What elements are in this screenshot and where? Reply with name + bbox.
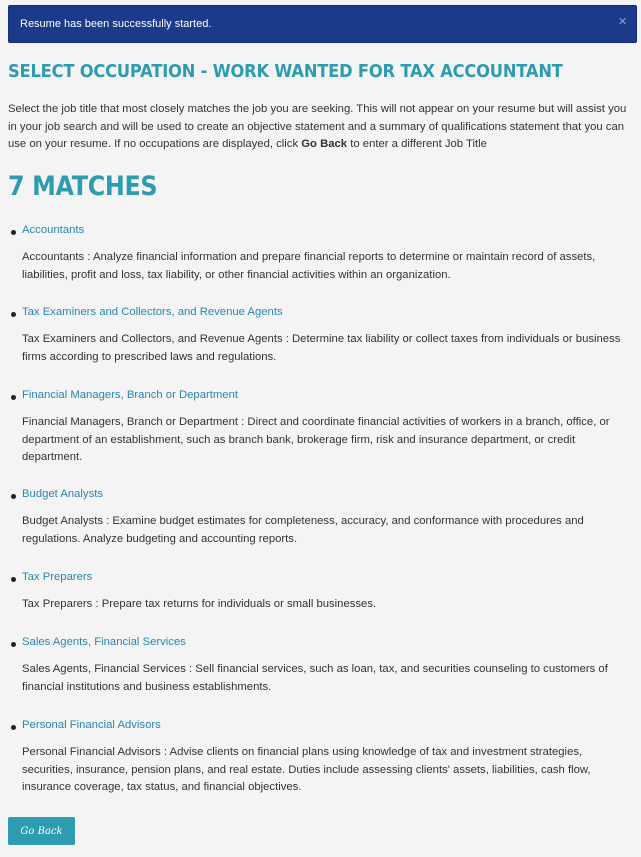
occupation-description: Financial Managers, Branch or Department : Direct and coordinate financial activities of workers in a branch, office, or department of an establishment, such as branch bank, brokerage firm, risk and insurance department, or credit department. <box>22 416 610 464</box>
bullet-icon <box>11 725 16 730</box>
occupation-link-sales-agents[interactable]: Sales Agents, Financial Services <box>22 636 186 648</box>
occupation-description: Tax Preparers : Prepare tax returns for individuals or small businesses. <box>22 598 377 610</box>
intro-text-before: Select the job title that most closely matches the job you are seeking. This will not appear on your resume but will assist you in your job search and will be used to create an objective statement and a summary of qualifications statement that you can use on your resume. If no occupations are displayed, click <box>8 103 627 151</box>
occupation-link-accountants[interactable]: Accountants <box>22 224 85 236</box>
alert-message: Resume has been successfully started. <box>20 18 212 30</box>
occupation-link-personal-financial-advisors[interactable]: Personal Financial Advisors <box>22 719 161 731</box>
occupation-description: Sales Agents, Financial Services : Sell financial services, such as loan, tax, and securities counseling to customers of financial institutions and business establishments. <box>22 663 608 693</box>
intro-go-back-bold: Go Back <box>301 138 348 151</box>
match-count: 7 MATCHES <box>8 171 158 202</box>
occupation-description: Accountants : Analyze financial information and prepare financial reports to determine or maintain record of assets, liabilities, profit and loss, tax liability, or other financial activities within an organization. <box>22 251 596 281</box>
occupation-description: Budget Analysts : Examine budget estimates for completeness, accuracy, and conformance with procedures and regulations. Analyze budgeting and accounting reports. <box>22 515 584 545</box>
intro-text-after: to enter a different Job Title <box>347 138 487 151</box>
bullet-icon <box>11 312 16 317</box>
occupation-description: Tax Examiners and Collectors, and Revenue Agents : Determine tax liability or collect taxes from individuals or business firms according to prescribed laws and regulations. <box>22 333 621 363</box>
occupation-description: Personal Financial Advisors : Advise clients on financial plans using knowledge of tax and investment strategies, securities, insurance, pension plans, and real estate. Duties include assessing clients' assets, liabilities, cash flow, insurance coverage, tax status, and financial objectives. <box>22 746 591 794</box>
occupation-link-financial-managers[interactable]: Financial Managers, Branch or Department <box>22 389 238 401</box>
success-alert <box>8 5 637 43</box>
go-back-button[interactable]: Go Back <box>8 817 75 845</box>
close-icon[interactable]: × <box>618 13 627 30</box>
bullet-icon <box>11 577 16 582</box>
bullet-icon <box>11 494 16 499</box>
bullet-icon <box>11 395 16 400</box>
occupation-link-tax-preparers[interactable]: Tax Preparers <box>22 571 93 583</box>
occupation-link-tax-examiners[interactable]: Tax Examiners and Collectors, and Revenue Agents <box>22 306 283 318</box>
intro-text <box>8 101 633 154</box>
page-title: SELECT OCCUPATION - WORK WANTED FOR TAX ACCOUNTANT <box>8 62 563 82</box>
occupation-link-budget-analysts[interactable]: Budget Analysts <box>22 488 104 500</box>
bullet-icon <box>11 642 16 647</box>
bullet-icon <box>11 230 16 235</box>
